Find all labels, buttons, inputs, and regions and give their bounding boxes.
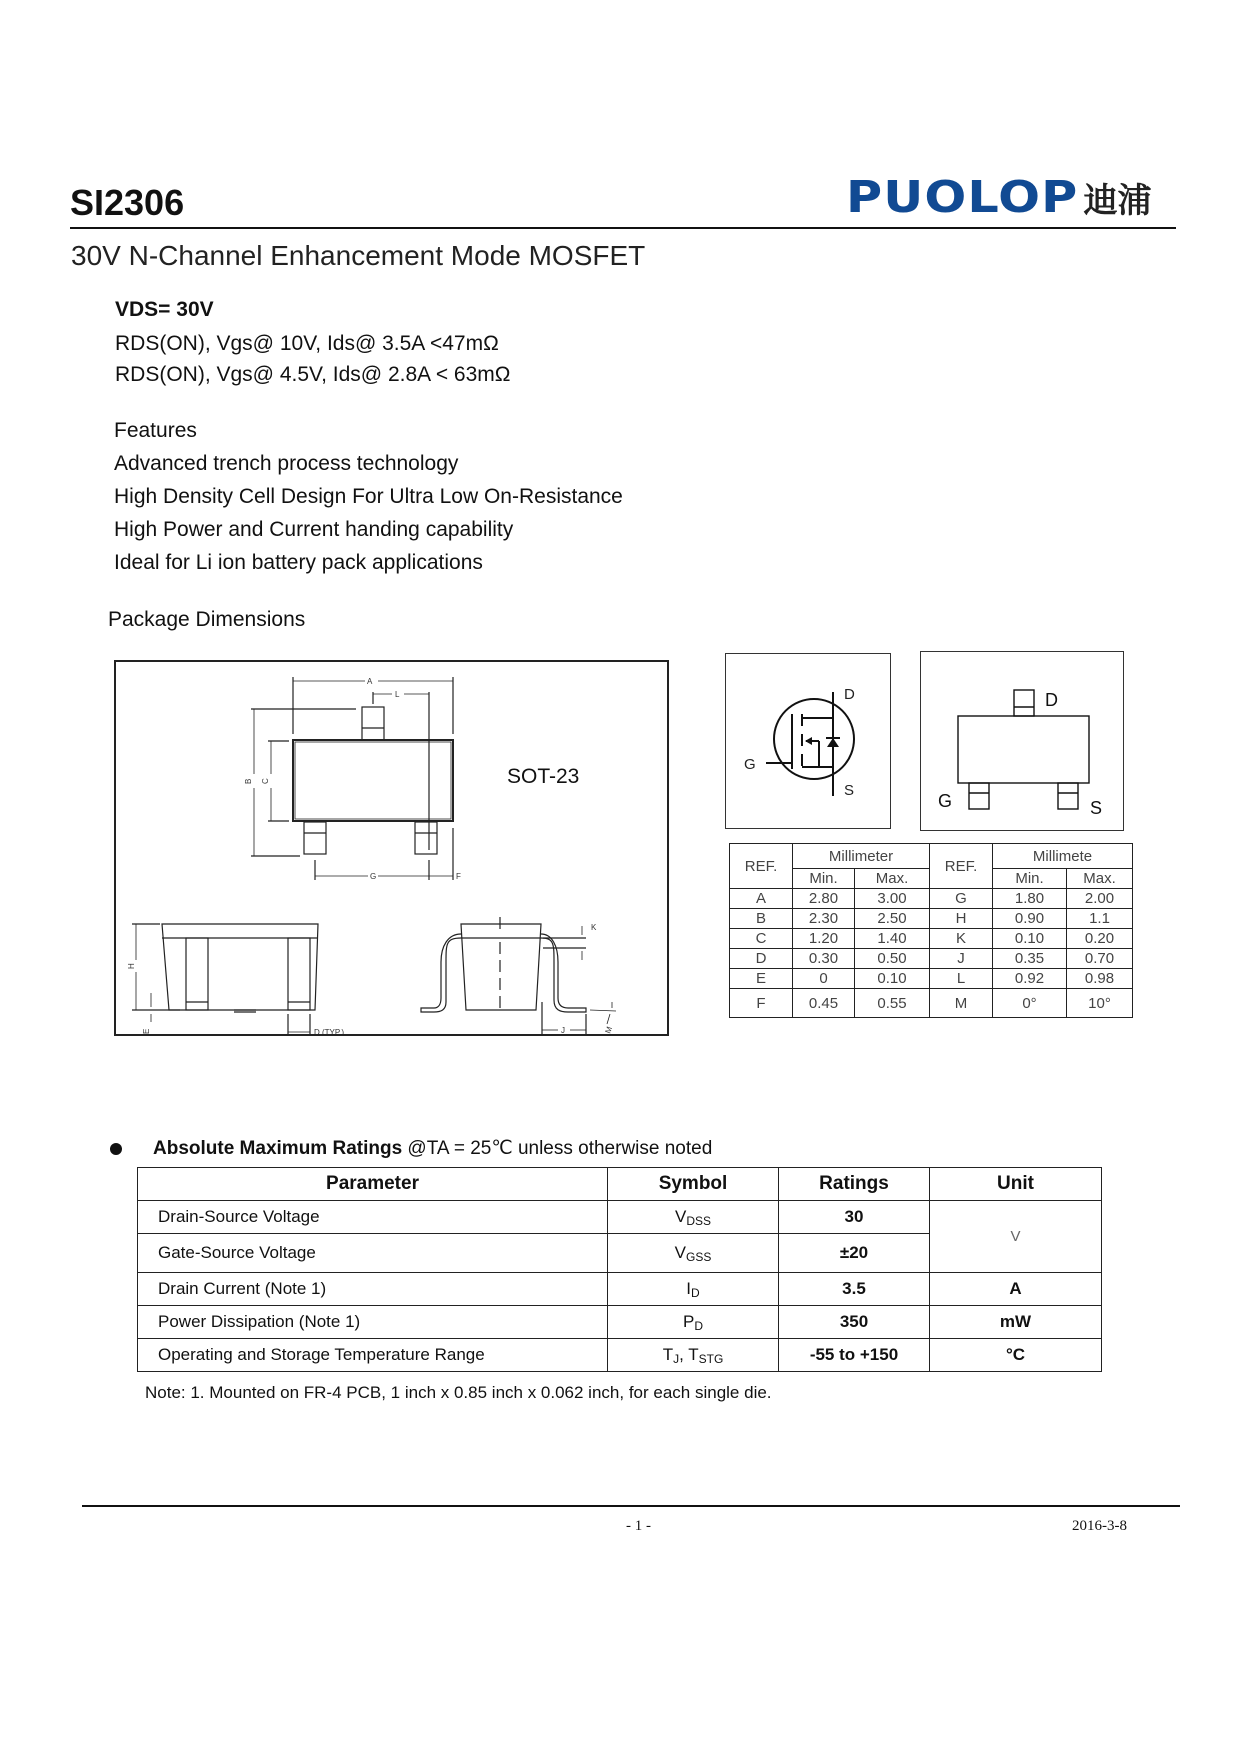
features-heading: Features — [114, 419, 197, 442]
page-number: - 1 - — [626, 1518, 651, 1534]
n-channel-mosfet-icon — [726, 654, 889, 827]
max-cell: 0.98 — [1067, 969, 1133, 989]
parameter-cell: Drain Current (Note 1) — [138, 1273, 608, 1306]
parameter-cell: Drain-Source Voltage — [138, 1201, 608, 1234]
table-row — [730, 949, 1133, 969]
min-cell: 1.20 — [793, 929, 855, 949]
rds-spec-10v: RDS(ON), Vgs@ 10V, Ids@ 3.5A <47mΩ — [115, 332, 499, 355]
table-row — [730, 889, 1133, 909]
part-number-title: SI2306 — [70, 182, 185, 223]
rating-cell: 350 — [779, 1306, 930, 1339]
unit-cell: A — [930, 1273, 1102, 1306]
symbol-cell: $I_D$ — [608, 1273, 779, 1306]
max-cell: 1.40 — [855, 929, 930, 949]
header-parameter: Parameter — [138, 1168, 608, 1201]
svg-text:C: C — [261, 778, 270, 784]
ref-cell: D — [730, 949, 793, 969]
millimeter-header: Millimeter — [793, 844, 930, 869]
millimeter-header: Millimete — [993, 844, 1133, 869]
svg-text:M: M — [603, 1025, 615, 1034]
ratings-section-title — [153, 1137, 712, 1160]
document-date: 2016-3-8 — [1072, 1518, 1127, 1534]
symbol-cell: $V_{DSS}$ — [608, 1201, 779, 1234]
min-cell: 0.30 — [793, 949, 855, 969]
max-cell: 10° — [1067, 989, 1133, 1018]
svg-text:D: D — [844, 686, 855, 703]
table-header-row — [138, 1168, 1102, 1201]
svg-text:G: G — [370, 872, 377, 881]
header-symbol: Symbol — [608, 1168, 779, 1201]
feature-item: High Density Cell Design For Ultra Low On-Resistance — [114, 485, 623, 508]
header-unit: Unit — [930, 1168, 1102, 1201]
svg-text:G: G — [744, 756, 756, 773]
min-cell: 0.90 — [993, 909, 1067, 929]
table-row — [138, 1273, 1102, 1306]
absolute-maximum-ratings-table — [137, 1167, 1102, 1372]
package-name-label: SOT-23 — [507, 765, 580, 788]
min-cell: 0.10 — [993, 929, 1067, 949]
max-cell: 0.70 — [1067, 949, 1133, 969]
max-cell: 0.55 — [855, 989, 930, 1018]
unit-cell: °C — [930, 1339, 1102, 1372]
svg-text:F: F — [456, 872, 461, 881]
svg-text:D (TYP.): D (TYP.) — [314, 1028, 345, 1034]
package-outline-drawing — [114, 660, 669, 1036]
symbol-cell: $V_{GSS}$ — [608, 1234, 779, 1273]
ref-cell: J — [930, 949, 993, 969]
unit-cell: mW — [930, 1306, 1102, 1339]
svg-text:S: S — [1090, 798, 1103, 818]
table-row — [730, 929, 1133, 949]
table-row — [730, 989, 1133, 1018]
min-cell: 0 — [793, 969, 855, 989]
ratings-title-bold: Absolute Maximum Ratings — [153, 1138, 403, 1159]
rating-cell: -55 to +150 — [779, 1339, 930, 1372]
max-cell: 0.20 — [1067, 929, 1133, 949]
svg-text:B: B — [244, 778, 253, 784]
sot23-pinout-icon — [921, 652, 1122, 829]
svg-text:G: G — [938, 791, 953, 811]
svg-text:K: K — [591, 923, 597, 932]
ratings-title-condition: @TA = 25℃ unless otherwise noted — [402, 1138, 713, 1159]
symbol-cell: $T_J$, $T_{STG}$ — [608, 1339, 779, 1372]
min-cell: 0° — [993, 989, 1067, 1018]
min-header: Min. — [993, 869, 1067, 889]
ref-header: REF. — [930, 844, 993, 889]
ref-cell: C — [730, 929, 793, 949]
feature-item: High Power and Current handing capability — [114, 518, 514, 541]
bullet-icon — [110, 1143, 122, 1155]
rds-spec-4v5: RDS(ON), Vgs@ 4.5V, Ids@ 2.8A < 63mΩ — [115, 363, 511, 386]
ref-header: REF. — [730, 844, 793, 889]
min-cell: 0.45 — [793, 989, 855, 1018]
parameter-cell: Gate-Source Voltage — [138, 1234, 608, 1273]
brand-chinese-name: 迪浦 — [1083, 181, 1152, 221]
footer-rule — [82, 1505, 1180, 1507]
mosfet-schematic-symbol — [725, 653, 891, 829]
unit-cell: V — [930, 1201, 1102, 1273]
parameter-cell: Operating and Storage Temperature Range — [138, 1339, 608, 1372]
svg-text:E: E — [142, 1028, 151, 1034]
feature-item: Advanced trench process technology — [114, 452, 459, 475]
parameter-cell: Power Dissipation (Note 1) — [138, 1306, 608, 1339]
ref-cell: A — [730, 889, 793, 909]
min-cell: 2.30 — [793, 909, 855, 929]
ref-cell: M — [930, 989, 993, 1018]
svg-text:L: L — [395, 690, 400, 699]
max-header: Max. — [855, 869, 930, 889]
max-cell: 2.00 — [1067, 889, 1133, 909]
dimensions-table — [729, 843, 1133, 1018]
table-row — [730, 909, 1133, 929]
min-cell: 2.80 — [793, 889, 855, 909]
table-row — [730, 969, 1133, 989]
rating-cell: ±20 — [779, 1234, 930, 1273]
vds-spec: VDS= 30V — [115, 298, 214, 321]
svg-text:J: J — [561, 1026, 565, 1034]
ref-cell: H — [930, 909, 993, 929]
ref-cell: F — [730, 989, 793, 1018]
max-cell: 2.50 — [855, 909, 930, 929]
rating-cell: 3.5 — [779, 1273, 930, 1306]
table-row — [138, 1201, 1102, 1234]
svg-text:S: S — [844, 782, 855, 799]
max-cell: 0.10 — [855, 969, 930, 989]
document-subtitle: 30V N-Channel Enhancement Mode MOSFET — [71, 240, 646, 271]
table-row — [138, 1339, 1102, 1372]
min-cell: 0.92 — [993, 969, 1067, 989]
min-header: Min. — [793, 869, 855, 889]
header-ratings: Ratings — [779, 1168, 930, 1201]
ref-cell: G — [930, 889, 993, 909]
ratings-footnote: Note: 1. Mounted on FR-4 PCB, 1 inch x 0.85 inch x 0.062 inch, for each single die. — [145, 1383, 772, 1402]
max-cell: 1.1 — [1067, 909, 1133, 929]
min-cell: 0.35 — [993, 949, 1067, 969]
min-cell: 1.80 — [993, 889, 1067, 909]
svg-text:D: D — [1045, 690, 1058, 710]
ref-cell: L — [930, 969, 993, 989]
brand-logo — [846, 172, 1152, 223]
ref-cell: K — [930, 929, 993, 949]
header-rule — [70, 227, 1176, 229]
package-dimensions-heading: Package Dimensions — [108, 608, 306, 631]
sot23-dimension-drawing — [116, 662, 667, 1034]
svg-text:A: A — [367, 677, 373, 686]
pinout-diagram — [920, 651, 1124, 831]
ref-cell: E — [730, 969, 793, 989]
symbol-cell: $P_D$ — [608, 1306, 779, 1339]
ref-cell: B — [730, 909, 793, 929]
feature-item: Ideal for Li ion battery pack applications — [114, 551, 483, 574]
brand-wordmark: PUOLOP — [846, 172, 1079, 223]
table-row — [138, 1306, 1102, 1339]
rating-cell: 30 — [779, 1201, 930, 1234]
max-header: Max. — [1067, 869, 1133, 889]
svg-text:H: H — [127, 963, 136, 969]
max-cell: 0.50 — [855, 949, 930, 969]
max-cell: 3.00 — [855, 889, 930, 909]
